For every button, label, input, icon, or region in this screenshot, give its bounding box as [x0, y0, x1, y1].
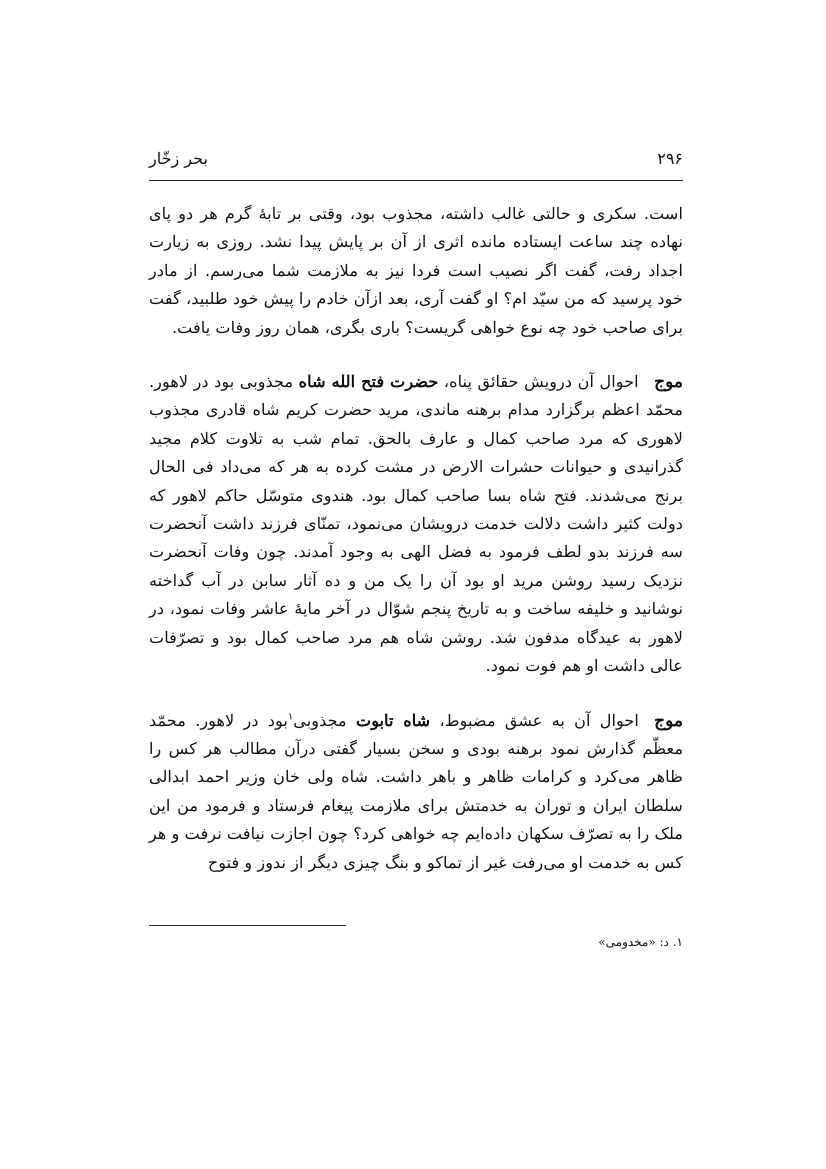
paragraph-2	[149, 368, 683, 680]
saint-name: حضرت فتح الله شاه	[298, 372, 439, 392]
footnote-rule	[149, 925, 346, 926]
paragraph-3-intro: احوال آن به عشق مضبوط،	[439, 710, 639, 730]
page-number: ۲۹۶	[657, 149, 683, 168]
footnote	[149, 935, 683, 949]
footnote-number: ۱.	[672, 935, 683, 949]
header-rule	[149, 180, 683, 181]
footnote-reference[interactable]: ۱	[287, 711, 294, 723]
paragraph-2-intro: احوال آن درویش حقائق پناه،	[443, 372, 639, 392]
footnote-text: د: «مخدومی»	[598, 935, 669, 949]
running-title: بحر زخّار	[149, 149, 208, 168]
paragraph-1: است. سکری و حالتی غالب داشته، مجذوب بود، وقتی بر تابهٔ گرم هر دو پای نهاده چند ساعت ایستاده مانده اثری از آن بر پایش پیدا نشد. روزی به زیارت اجداد رفت، گفت اگر نصیب است فردا نیز به ملازمت شما می‌رسم. از مادر خود پرسید که من سیّد ام؟ او گفت آری، بعد ازآن خادم را پیش خود طلبید، گفت برای صاحب خود چه نوع خواهی گریست؟ باری بگری، همان روز وفات یافت.	[149, 204, 683, 337]
saint-name: شاه تابوت	[355, 710, 431, 730]
mowj-marker: موج	[654, 372, 683, 393]
paragraph-2-body: مجذوبی بود در لاهور. محمّد اعظم برگزارد مدام برهنه ماندی، مرید حضرت کریم شاه قادری مجذوب لاهوری که مرد صاحب کمال و عارف بالحق. تمام شب به تلاوت کلام مجید گذرانیدی و حیوانات حشرات الارض در مشت کرده به هر که می‌داد فی الحال برنج می‌شدند. فتح شاه بسا صاحب کمال بود. هندوی متوسّل حاکم لاهور که دولت کثیر داشت دلالت خدمت درویشان می‌نمود، تمنّای فرزند داشت آنحضرت سه فرزند بدو لطف فرمود به فضل الهی به وجود آمدند. چون وفات آنحضرت نزدیک رسید روشن مرید او بود آن را یک من و ده آثار سابن در آب گداخته نوشانید و خلیفه ساخت و به تاریخ پنجم شوّال در آخر مایهٔ عاشر وفات نمود، در لاهور به عیدگاه مدفون شد. روشن شاه هم مرد صاحب کمال بود و تصرّفات عالی داشت او هم فوت نمود.	[149, 372, 683, 676]
mowj-marker: موج	[654, 710, 683, 731]
paragraph-3-body: بود در لاهور. محمّد معظّم گذارش نمود برهنه بودی و سخن بسیار گفتی درآن مطالب هر کس را ظاهر می‌کرد و کرامات ظاهر و باهر داشت. شاه ولی خان وزیر احمد ابدالی سلطان ایران و توران به خدمتش برای ملازمت پیغام فرستاد و فرمود من این ملک را به تصرّف سکهان داده‌ایم چه خواهی کرد؟ چون اجازت نیافت نرفت و هر کس به خدمت او می‌رفت غیر از تماکو و بنگ چیزی دیگر از ندوز و فتوح	[149, 710, 683, 872]
paragraph-3	[149, 707, 683, 877]
main-text	[149, 200, 683, 877]
running-header	[149, 143, 683, 177]
paragraph-3-mid: مجذوبی	[293, 710, 347, 730]
